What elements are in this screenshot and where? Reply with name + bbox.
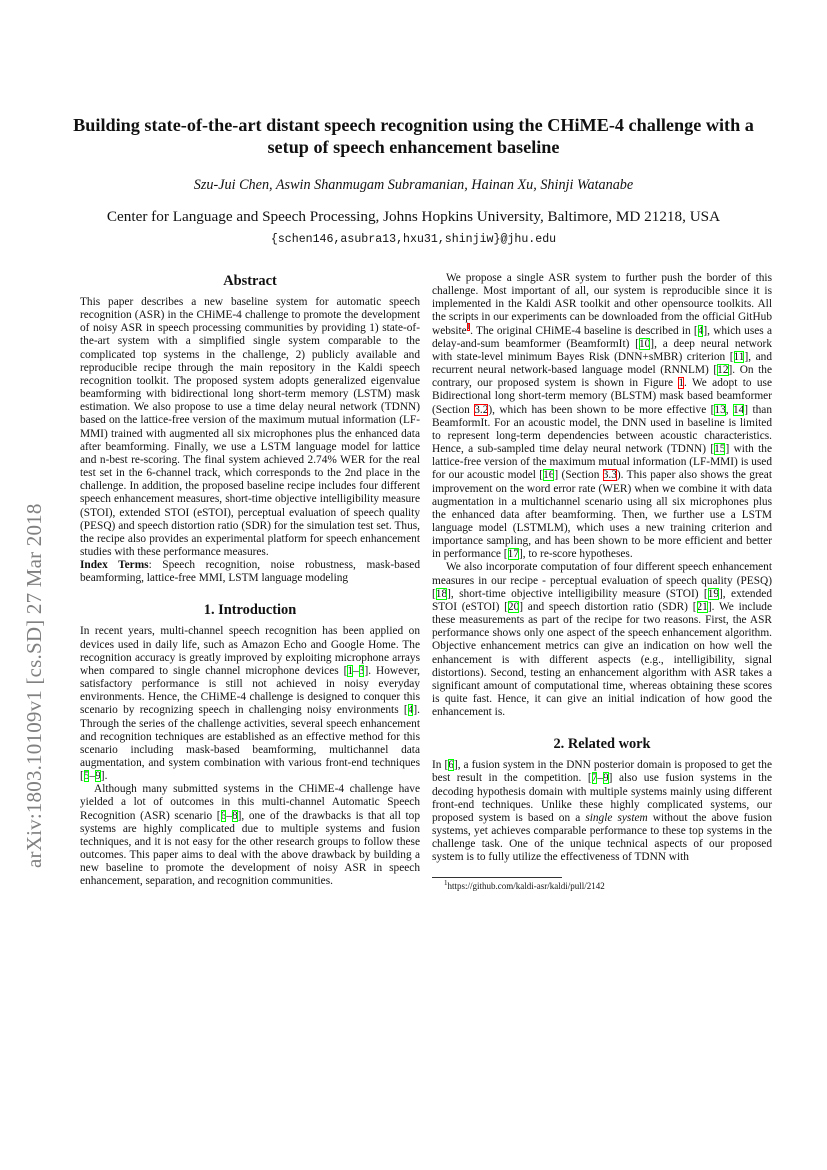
index-terms-text: : Speech recognition, noise robustness, mask-based beamforming, lattice-free MMI, LSTM language modeling	[80, 559, 420, 585]
citation-link[interactable]: 6	[220, 809, 227, 822]
text-run: –	[353, 664, 359, 677]
text-run: ]. We include these measurements as part of the recipe for two reasons. First, the ASR performance shows only one aspect of the speech enhancement algorithm. Objective enhancement metrics can give an indication on how well the enhancement is with different aspects (e.g., intelligibility, signal distortions). Second, testing an enhancement algorithm with ASR takes a significant amount of computational time, whereas obtaining these scores is quite fast. Hence, it can give an initial indication of how good the enhancement is.	[432, 600, 772, 719]
cross-reference-link[interactable]: 3.2	[474, 403, 489, 416]
text-run: ].	[100, 770, 108, 783]
citation-link[interactable]: 17	[507, 548, 519, 561]
citation-link[interactable]: 14	[732, 403, 745, 416]
related-work-paragraph	[432, 759, 772, 864]
text-run: ]. However, satisfactory performance is still not achieved in noisy everyday environments. Hence, the CHiME-4 challenge is designed to conquer this scenario by recognizing speech in challenging noisy environments [	[80, 664, 421, 717]
citation-link[interactable]: 12	[717, 364, 729, 377]
text-run: ], to re-score hypotheses.	[518, 548, 633, 561]
author-list: Szu-Jui Chen, Aswin Shanmugam Subramanian, Hainan Xu, Shinji Watanabe	[193, 177, 634, 193]
text-run: ,	[725, 403, 733, 416]
citation-link[interactable]: 7	[591, 772, 598, 785]
text-run: ], a deep neural network with state-level minimum Bayes Risk (DNN+sMBR) criterion [	[432, 337, 772, 363]
citation-link[interactable]: 1	[347, 664, 354, 677]
text-run: ], one of the drawbacks is that all top systems are highly complicated due to multiple systems and fusion techniques, and it is not easy for the other research groups to follow these outcomes. This paper aims to deal with the above drawback by building a new baseline to promote the development of noisy ASR in speech enhancement, separation, and recognition communities.	[80, 809, 420, 888]
text-run: ]. On the contrary, our proposed system is shown in Figure	[432, 364, 772, 390]
intro-paragraph-1	[80, 625, 420, 783]
text-run: ), which has been shown to be more effective [	[488, 403, 715, 416]
text-run: ]. Through the series of the challenge activities, several speech enhancement and recognition techniques are established as an effective method for this scenario including mask-based beamforming, multichannel data augmentation, and system combination with various front-end techniques [	[80, 704, 420, 783]
citation-link[interactable]: 4	[407, 704, 414, 717]
abstract-heading: Abstract	[223, 273, 277, 289]
index-terms	[80, 559, 420, 585]
paper-title: Building state-of-the-art distant speech recognition using the CHiME-4 challenge with a setup of speech enhancement baseline	[73, 115, 754, 157]
cross-reference-link[interactable]: 3.3	[602, 469, 617, 482]
body-paragraph-2	[432, 561, 772, 719]
emphasis-text: single system	[585, 811, 648, 824]
citation-link[interactable]: 10	[638, 337, 651, 350]
citation-link[interactable]: 9	[602, 772, 609, 785]
text-run: –	[226, 809, 232, 822]
text-run: –	[89, 770, 96, 783]
index-terms-label: Index Terms	[80, 559, 149, 572]
text-run: ] also use fusion systems in the decoding hypothesis domain with multiple systems mainly using different front-end techniques. Unlike these highly complicated systems, our proposed system is based on a	[432, 772, 773, 824]
footnote-mark: 1	[444, 878, 448, 887]
citation-link[interactable]: 9	[95, 770, 101, 783]
text-run: ], and recurrent neural network-based language model (RNNLM) [	[432, 350, 772, 377]
citation-link[interactable]: 18	[435, 587, 448, 600]
footnote-link[interactable]: 1	[466, 322, 471, 331]
text-run: In [	[432, 759, 449, 772]
citation-link[interactable]: 21	[696, 600, 708, 613]
body-paragraph-1	[432, 272, 772, 561]
text-run: We also incorporate computation of four different speech enhancement measures in our recipe - perceptual evaluation of speech quality (PESQ) [	[432, 561, 772, 600]
text-run: ], a fusion system in the DNN posterior domain is proposed to get the best result in the competition. [	[432, 759, 772, 785]
text-run: . The original CHiME-4 baseline is described in [	[470, 324, 698, 337]
affiliation: Center for Language and Speech Processing, Johns Hopkins University, Baltimore, MD 21218, USA	[106, 208, 721, 225]
text-run: ] and speech distortion ratio (SDR) [	[519, 600, 697, 613]
text-run: –	[597, 772, 603, 785]
related-work-heading: 2. Related work	[553, 736, 651, 753]
text-run: ], extended STOI (eSTOI) [	[432, 587, 772, 613]
text-run: ] with the lattice-free version of the maximum mutual information (LF-MMI) is used for our acoustic model [	[432, 443, 772, 482]
text-run: . We adopt to use Bidirectional long short-term memory (BLSTM) mask based beamformer (Section	[432, 377, 772, 416]
citation-link[interactable]: 6	[448, 759, 454, 772]
left-column	[80, 272, 420, 889]
text-run: Although many submitted systems in the CHiME-4 challenge have yielded a lot of outcomes in this multi-channel Automatic Speech Recognition (ASR) scenario [	[80, 783, 420, 822]
text-run: ], which uses a delay-and-sum beamformer (BeamformIt) [	[432, 324, 772, 350]
text-run: ], short-time objective intelligibility measure (STOI) [	[447, 587, 708, 600]
citation-link[interactable]: 4	[697, 324, 704, 337]
citation-link[interactable]: 3	[358, 664, 365, 677]
citation-link[interactable]: 15	[714, 443, 726, 456]
arxiv-identifier-stamp: arXiv:1803.10109v1 [cs.SD] 27 Mar 2018	[22, 503, 46, 868]
citation-link[interactable]: 19	[707, 587, 720, 600]
text-run: ] (Section	[554, 469, 603, 482]
text-run: without the above fusion systems, yet achieves comparable performance to these top systems in the challenge task. One of the unique technical aspects of our proposed system is to fully utilize the effectiveness of TDNN with	[432, 811, 772, 864]
citation-link[interactable]: 8	[231, 809, 238, 822]
abstract-text: This paper describes a new baseline system for automatic speech recognition (ASR) in the CHiME-4 challenge to promote the development of noisy ASR in speech processing communities by providing 1) state-of-the-art system with a simplified single system comparable to the complicated top systems in the challenge, 2) publicly available and reproducible recipe through the main repository in the Kaldi speech recognition toolkit. The proposed system adopts generalized eigenvalue beamforming with bidirectional long short-term memory (LSTM) mask estimation. We also propose to use a time delay neural network (TDNN) based on the lattice-free version of the maximum mutual information (LF-MMI) trained with augmented all six microphones plus the enhanced data after beamforming. Finally, we use a LSTM language model for lattice and n-best re-scoring. The final system achieved 2.74% WER for the real test set in the 6-channel track, which corresponds to the 2nd place in the challenge. In addition, the proposed baseline recipe includes four different speech enhancement measures, short-time objective intelligibility measure (STOI), extended STOI (eSTOI), perceptual evaluation of speech quality (PESQ) and speech distortion ratio (SDR) for the simulation test set. Thus, the recipe also provides an experimental platform for speech enhancement studies with these performance measures.	[80, 296, 420, 558]
right-column	[432, 272, 772, 892]
footnote-rule	[432, 877, 562, 878]
citation-link[interactable]: 11	[733, 350, 745, 363]
text-run: ). This paper also shows the great improvement on the word error rate (WER) when we combine it with data augmentation in a multichannel scenario using all six microphones plus the enhanced data after beamforming. Then, we further use a LSTM language model (LSTMLM), which uses a new training criterion and importance sampling, and has been shown to be more efficient and better in performance [	[432, 469, 772, 561]
footnote	[432, 878, 772, 892]
citation-link[interactable]: 5	[83, 770, 90, 783]
text-run: ] than BeamformIt. For an acoustic model, the DNN used in baseline is limited to represent long-term dependencies between acoustic characteristics. Hence, a sub-sampled time delay neural network (TDNN) [	[432, 403, 772, 456]
citation-link[interactable]: 20	[507, 600, 520, 613]
text-run: We propose a single ASR system to further push the border of this challenge. Most important of all, our system is reproducible since it is implemented in the Kaldi ASR toolkit and other opensource toolkits. All the scripts in our experiments can be downloaded from the official GitHub website	[432, 272, 772, 337]
text-run: In recent years, multi-channel speech recognition has been applied on devices used in daily life, such as Amazon Echo and Google Home. The recognition accuracy is greatly improved by exploiting microphone arrays when compared to single channel microphone devices [	[80, 625, 420, 677]
introduction-heading: 1. Introduction	[203, 602, 297, 619]
citation-link[interactable]: 13	[714, 403, 726, 416]
footnote-url[interactable]: https://github.com/kaldi-asr/kaldi/pull/2142	[447, 880, 605, 891]
citation-link[interactable]: 16	[543, 469, 555, 482]
intro-paragraph-2	[80, 783, 420, 888]
author-emails: {schen146,asubra13,hxu31,shinjiw}@jhu.edu	[270, 233, 557, 246]
cross-reference-link[interactable]: 1	[678, 377, 685, 390]
